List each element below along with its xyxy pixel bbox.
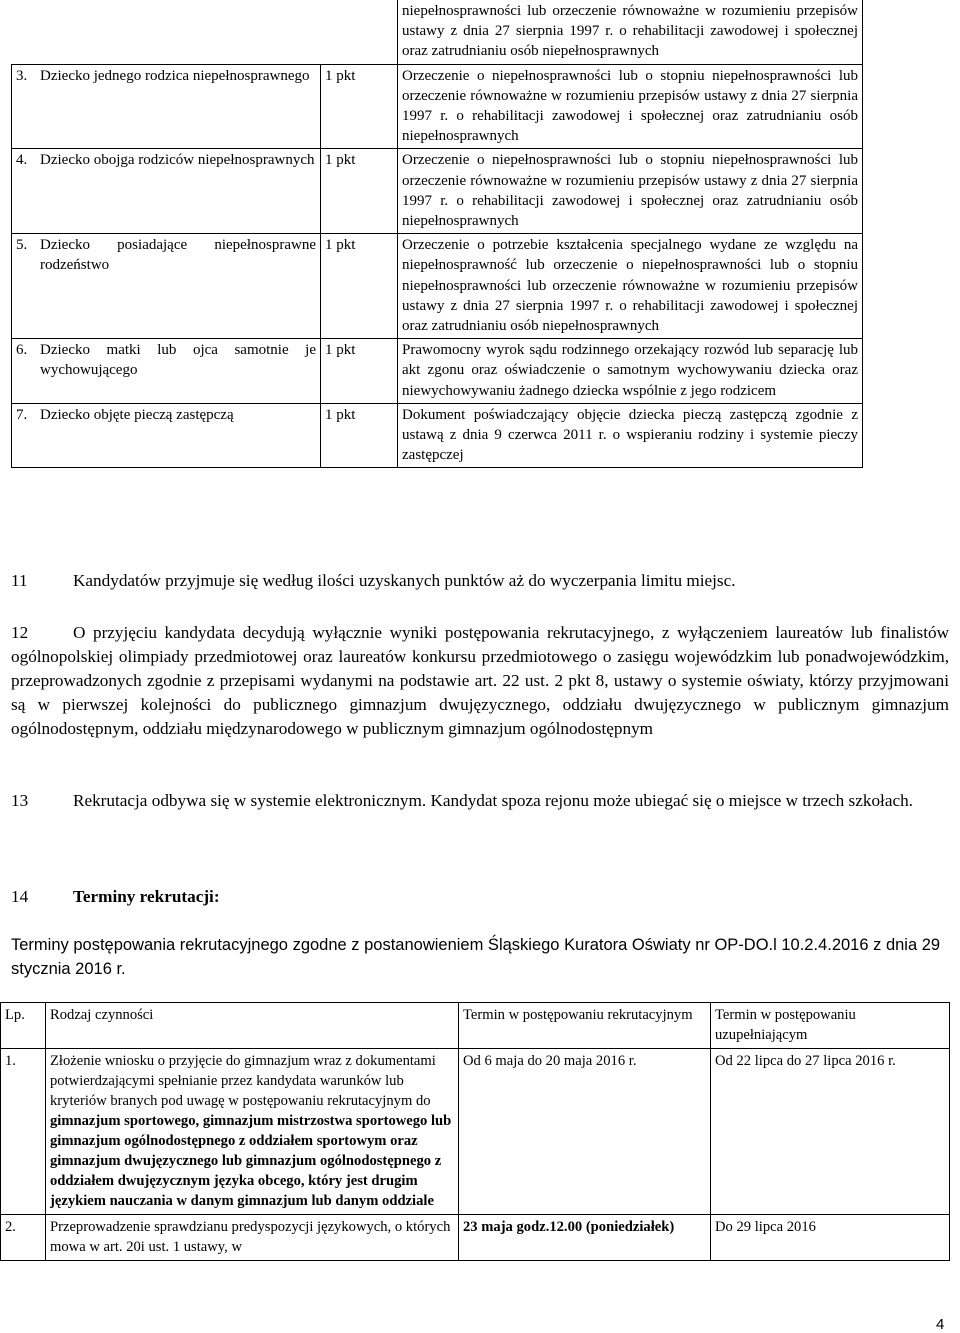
column-header: Rodzaj czynności — [46, 1003, 459, 1049]
activity-bold-text: gimnazjum sportowego, gimnazjum mistrzostwa sportowego lub gimnazjum ogólnodostępnego z oddziałem sportowym oraz gimnazjum dwujęzycznego lub gimnazjum ogólnodostępnego z oddziałem dwujęzycznym języka obcego, który jest drugim językiem nauczania w danym gimnazjum lub danym oddziale — [50, 1113, 452, 1209]
table-row — [12, 339, 863, 404]
document-cell: Orzeczenie o niepełnosprawności lub o stopniu niepełnosprawności lub orzeczenie równoważne w rozumieniu przepisów ustawy z dnia 27 sierpnia 1997 r. o rehabilitacji zawodowej i społecznej oraz zatrudnianiu osób niepełnosprawnych — [398, 64, 863, 149]
table-row — [1, 1215, 950, 1261]
table-row — [12, 0, 863, 64]
section-heading — [11, 885, 949, 909]
paragraph-number: 11 — [11, 571, 28, 590]
criterion-name: Dziecko obojga rodziców niepełnosprawnych — [36, 149, 321, 234]
activity-text: Złożenie wniosku o przyjęcie do gimnazjum wraz z dokumentami potwierdzającymi spełnianie przez kandydata warunków lub kryteriów branych pod uwagę w postępowaniu rekrutacyjnym do — [50, 1053, 436, 1109]
document-cell: Prawomocny wyrok sądu rodzinnego orzekający rozwód lub separację lub akt zgonu oraz oświadczenie o samotnym wychowywaniu dziecka oraz niewychowywaniu żadnego dziecka wspólnie z jego rodzicem — [398, 339, 863, 404]
term-supplementary: Od 22 lipca do 27 lipca 2016 r. — [711, 1049, 950, 1215]
table-row — [12, 149, 863, 234]
criterion-name: Dziecko posiadające niepełnosprawne rodzeństwo — [36, 234, 321, 339]
column-header: Termin w postępowaniu uzupełniającym — [711, 1003, 950, 1049]
row-number: 1. — [1, 1049, 46, 1215]
empty-cell — [12, 0, 398, 64]
criterion-number: 6. — [12, 339, 37, 404]
criterion-points: 1 pkt — [321, 339, 398, 404]
page-number: 4 — [936, 1316, 945, 1333]
paragraph-13 — [11, 789, 949, 813]
paragraph-number: 14 — [11, 887, 29, 906]
paragraph-number: 12 — [11, 623, 29, 642]
heading-text: Terminy rekrutacji: — [73, 887, 220, 906]
paragraph-12 — [11, 621, 949, 741]
term-recruitment: 23 maja godz.12.00 (poniedziałek) — [459, 1215, 711, 1261]
paragraph-number: 13 — [11, 791, 29, 810]
paragraph-11 — [11, 569, 949, 593]
document-cell: niepełnosprawności lub orzeczenie równoważne w rozumieniu przepisów ustawy z dnia 27 sierpnia 1997 r. o rehabilitacji zawodowej i społecznej oraz zatrudnianiu osób niepełnosprawnych — [398, 0, 863, 64]
term-recruitment: Od 6 maja do 20 maja 2016 r. — [459, 1049, 711, 1215]
table-row — [1, 1049, 950, 1215]
column-header: Termin w postępowaniu rekrutacyjnym — [459, 1003, 711, 1049]
activity-cell: Przeprowadzenie sprawdzianu predyspozycji językowych, o których mowa w art. 20i ust. 1 ustawy, w — [46, 1215, 459, 1261]
criterion-number: 4. — [12, 149, 37, 234]
schedule-intro: Terminy postępowania rekrutacyjnego zgodne z postanowieniem Śląskiego Kuratora Oświaty nr OP-DO.l 10.2.4.2016 z dnia 29 stycznia 2016 r. — [11, 936, 941, 978]
document-cell: Orzeczenie o potrzebie kształcenia specjalnego wydane ze względu na niepełnosprawność lub orzeczenie o niepełnosprawności lub o stopniu niepełnosprawności lub orzeczenie równoważne w rozumieniu przepisów ustawy z dnia 27 sierpnia 1997 r. o rehabilitacji zawodowej i społecznej oraz zatrudnianiu osób niepełnosprawnych — [398, 234, 863, 339]
table-row — [12, 403, 863, 468]
criterion-name: Dziecko matki lub ojca samotnie je wychowującego — [36, 339, 321, 404]
table-row — [12, 234, 863, 339]
paragraph-text: Rekrutacja odbywa się w systemie elektronicznym. Kandydat spoza rejonu może ubiegać się o miejsce w trzech szkołach. — [73, 791, 913, 810]
criterion-number: 3. — [12, 64, 37, 149]
activity-cell — [46, 1049, 459, 1215]
criterion-points: 1 pkt — [321, 64, 398, 149]
schedule-table — [0, 1002, 950, 1261]
criterion-points: 1 pkt — [321, 149, 398, 234]
criterion-number: 5. — [12, 234, 37, 339]
column-header: Lp. — [1, 1003, 46, 1049]
criterion-points: 1 pkt — [321, 403, 398, 468]
table-row — [12, 64, 863, 149]
criterion-name: Dziecko objęte pieczą zastępczą — [36, 403, 321, 468]
paragraph-text: O przyjęciu kandydata decydują wyłącznie wyniki postępowania rekrutacyjnego, z wyłączeniem laureatów lub finalistów ogólnopolskiej olimpiady przedmiotowej oraz laureatów konkursu przedmiotowego o zasięgu wojewódzkim lub ponadwojewódzkim, przeprowadzonych zgodnie z przepisami wydanymi na podstawie art. 22 ust. 2 pkt 8, ustawy o systemie oświaty, którzy przyjmowani są w pierwszej kolejności do publicznego gimnazjum dwujęzycznego, oddziału dwujęzycznego w publicznym gimnazjum ogólnodostępnym, oddziału międzynarodowego w publicznym gimnazjum ogólnodostępnym — [11, 623, 949, 738]
paragraph-text: Kandydatów przyjmuje się według ilości uzyskanych punktów aż do wyczerpania limitu miejsc. — [73, 571, 736, 590]
criteria-table — [11, 0, 863, 468]
row-number: 2. — [1, 1215, 46, 1261]
term-supplementary: Do 29 lipca 2016 — [711, 1215, 950, 1261]
document-cell: Orzeczenie o niepełnosprawności lub o stopniu niepełnosprawności lub orzeczenie równoważne w rozumieniu przepisów ustawy z dnia 27 sierpnia 1997 r. o rehabilitacji zawodowej i społecznej oraz zatrudnianiu osób niepełnosprawnych — [398, 149, 863, 234]
table-header-row — [1, 1003, 950, 1049]
criterion-name: Dziecko jednego rodzica niepełnosprawnego — [36, 64, 321, 149]
criterion-points: 1 pkt — [321, 234, 398, 339]
criterion-number: 7. — [12, 403, 37, 468]
document-cell: Dokument poświadczający objęcie dziecka pieczą zastępczą zgodnie z ustawą z dnia 9 czerwca 2011 r. o wspieraniu rodziny i systemie pieczy zastępczej — [398, 403, 863, 468]
